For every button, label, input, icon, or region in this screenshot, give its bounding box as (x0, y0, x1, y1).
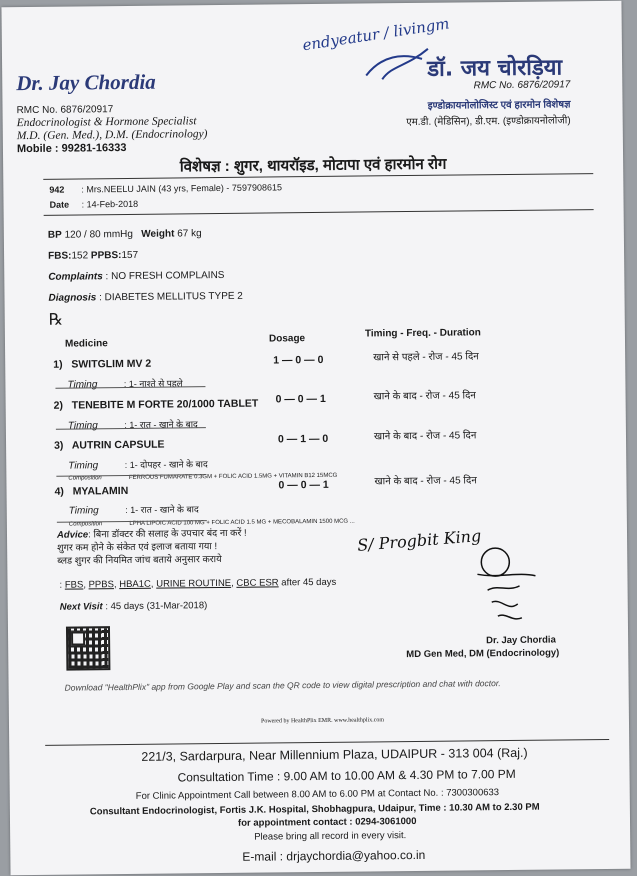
sugar-line (48, 250, 138, 262)
date-label: Date (49, 199, 70, 210)
footer-contact: for appointment contact : 0294-3061000 (237, 815, 417, 829)
footer-address: 221/3, Sardarpura, Near Millennium Plaza, UDAIPUR - 313 004 (Raj.) (141, 745, 528, 764)
advice-line-3: ब्लड शुगर की नियमित जांच बताये अनुसार कराये (57, 553, 222, 567)
composition-value: FERROUS FUMARATE 0.3GM + FOLIC ACID 1.5MG + VITAMIN B12 15MCG (128, 472, 338, 481)
next-visit-line (60, 600, 208, 613)
rmc-number-hindi: RMC No. 6876/20917 (473, 79, 571, 92)
test-ppbs: PPBS (88, 579, 114, 591)
medicine-num: 2) (53, 399, 64, 412)
test-urine-routine: URINE ROUTINE (156, 577, 232, 590)
medicine-freq: खाने से पहले - रोज - 45 दिन (373, 351, 479, 364)
dosage-header: Dosage (268, 333, 306, 345)
composition-label: Composition (68, 475, 102, 482)
rx-symbol: ℞ (48, 309, 64, 329)
medicine-freq: खाने के बाद - रोज - 45 दिन (373, 390, 477, 403)
advice-block (57, 527, 247, 568)
weight-label: Weight (141, 228, 175, 240)
medicine-num: 3) (54, 439, 64, 452)
diagnosis-value: : DIABETES MELLITUS TYPE 2 (99, 290, 243, 304)
medicine-header: Medicine (64, 338, 108, 350)
medicine-row-3 (54, 439, 165, 452)
next-visit-label: Next Visit (59, 601, 103, 613)
advice-line-2: शुगर कम होने के संकेत एवं इलाज बताया गया ! (57, 541, 218, 554)
timing-value: : 1- रात - खाने के बाद (125, 504, 199, 516)
timing-label: Timing (68, 460, 99, 472)
timing-label: Timing (67, 420, 98, 432)
complaints-line (48, 270, 224, 283)
medicine-timing-row (68, 414, 198, 433)
footer-divider (45, 739, 609, 746)
medicine-freq: खाने के बाद - रोज - 45 दिन (374, 475, 477, 488)
medicine-dosage: 0 — 1 — 0 (277, 432, 329, 446)
footer-consultant-line (90, 802, 540, 818)
diagnosis-label: Diagnosis (48, 292, 97, 304)
fbs-label: FBS: (48, 250, 72, 262)
ppbs-label: PPBS: (90, 250, 122, 262)
complaints-value: : NO FRESH COMPLAINS (105, 269, 225, 283)
timing-header: Timing - Freq. - Duration (364, 327, 481, 340)
weight-value: 67 kg (177, 228, 202, 240)
handwritten-signoff: S/ Progbit King (356, 525, 482, 555)
doctor-degrees: M.D. (Gen. Med.), D.M. (Endocrinology) (16, 128, 208, 143)
advice-label: Advice (56, 529, 89, 541)
powered-by: Powered by HealthPlix EMR. www.healthplix.com (260, 717, 385, 725)
test-hba1c: HBA1C (119, 578, 151, 591)
medicine-dosage: 1 — 0 — 0 (273, 353, 324, 367)
visit-date: : 14-Feb-2018 (81, 198, 139, 210)
signature-scribble-top (362, 45, 432, 86)
advice-line-1: : बिना डॉक्टर की सलाह के उपचार बंद ना करें ! (88, 527, 247, 541)
medicine-row-4 (54, 485, 128, 498)
medicine-row-2 (54, 398, 259, 412)
bp-label: BP (47, 229, 62, 241)
diagnosis-line (48, 291, 242, 304)
footer-records: Please bring all record in every visit. (254, 830, 407, 843)
vitals-line (48, 228, 202, 241)
qr-code[interactable] (68, 628, 108, 668)
rmc-number: RMC No. 6876/20917 (16, 104, 114, 117)
test-cbc-esr: CBC ESR (236, 577, 279, 589)
timing-value: : 1- रात - खाने के बाद (124, 419, 198, 431)
footer-appointment: For Clinic Appointment Call between 8.00 AM to 6.00 PM at Contact No. : 7300300633 (135, 787, 500, 802)
patient-id: 942 (49, 184, 65, 195)
footer-email[interactable]: E-mail : drjaychordia@yahoo.co.in (242, 847, 426, 864)
doctor-name-hindi: डॉ. जय चोरड़िया (427, 55, 563, 82)
timing-value: : 1- नाश्ते से पहले (123, 378, 183, 390)
medicine-num: 1) (53, 358, 63, 371)
handwritten-note: endyeatur / livingm (301, 14, 451, 55)
signature-name: Dr. Jay Chordia (486, 634, 556, 647)
doctor-specialty-hindi: इण्डोक्रायनोलोजिस्ट एवं हारमोन विशेषज्ञ (427, 99, 571, 112)
doctor-degrees-hindi: एम.डी. (मेडिसिन), डी.एम. (इण्डोक्रायनोलोजी) (406, 115, 571, 129)
timing-label: Timing (68, 505, 99, 517)
fbs-value: 152 (71, 250, 89, 262)
timing-value: : 1- दोपहर - खाने के बाद (124, 459, 208, 471)
doctor-specialty: Endocrinologist & Hormone Specialist (16, 115, 197, 130)
timing-label: Timing (67, 379, 98, 391)
test-fbs: FBS (64, 579, 84, 591)
patient-details: : Mrs.NEELU JAIN (43 yrs, Female) - 7597908615 (81, 182, 283, 195)
medicine-num: 4) (54, 485, 64, 498)
footer-consultation: Consultation Time : 9.00 AM to 10.00 AM & 4.30 PM to 7.00 PM (177, 766, 516, 785)
ppbs-value: 157 (121, 249, 139, 262)
speciality-banner: विशेषज्ञ : शुगर, थायरॉइड, मोटापा एवं हारमोन रोग (179, 155, 447, 176)
composition-value: LPHA LIPOIC ACID 100 MG + FOLIC ACID 1.5 MG + MECOBALAMIN 1500 MCG ... (129, 518, 355, 527)
tests-prefix: : (59, 579, 65, 591)
footer-consultant: Consultant Endocrinologist, Fortis J.K. Hospital, Shobhagpura, Udaipur (89, 803, 414, 818)
medicine-name: TENEBITE M FORTE 20/1000 TABLET (71, 397, 259, 412)
app-download-note: Download "HealthPlix" app from Google Play and scan the QR code to view digital prescription and chat with doctor. (64, 678, 501, 693)
footer-time: , Time : 10.30 AM to 2.30 PM (413, 801, 540, 814)
composition-label: Composition (68, 521, 103, 528)
medicine-freq: खाने के बाद - रोज - 45 दिन (373, 430, 477, 443)
bp-value: 120 / 80 mmHg (64, 228, 133, 241)
complaints-label: Complaints (48, 271, 103, 283)
signature-degrees: MD Gen Med, DM (Endocrinology) (406, 647, 560, 661)
medicine-row-1 (53, 358, 151, 371)
medicine-name: AUTRIN CAPSULE (71, 438, 165, 452)
patient-divider (44, 209, 594, 216)
prescription-sheet (1, 1, 630, 875)
medicine-dosage: 0 — 0 — 1 (278, 478, 329, 492)
medicine-dosage: 0 — 0 — 1 (275, 392, 326, 406)
next-visit-value: : 45 days (31-Mar-2018) (105, 600, 208, 613)
doctor-name: Dr. Jay Chordia (16, 69, 156, 96)
doctor-mobile: Mobile : 99281-16333 (16, 141, 127, 156)
tests-suffix: after 45 days (281, 576, 337, 589)
medicine-name: MYALAMIN (72, 484, 129, 498)
tests-line: : FBS, PPBS, HBA1C, URINE ROUTINE, CBC ESR after 45 days (59, 576, 337, 591)
medicine-timing-row (67, 372, 287, 392)
medicine-name: SWITGLIM MV 2 (71, 357, 152, 371)
